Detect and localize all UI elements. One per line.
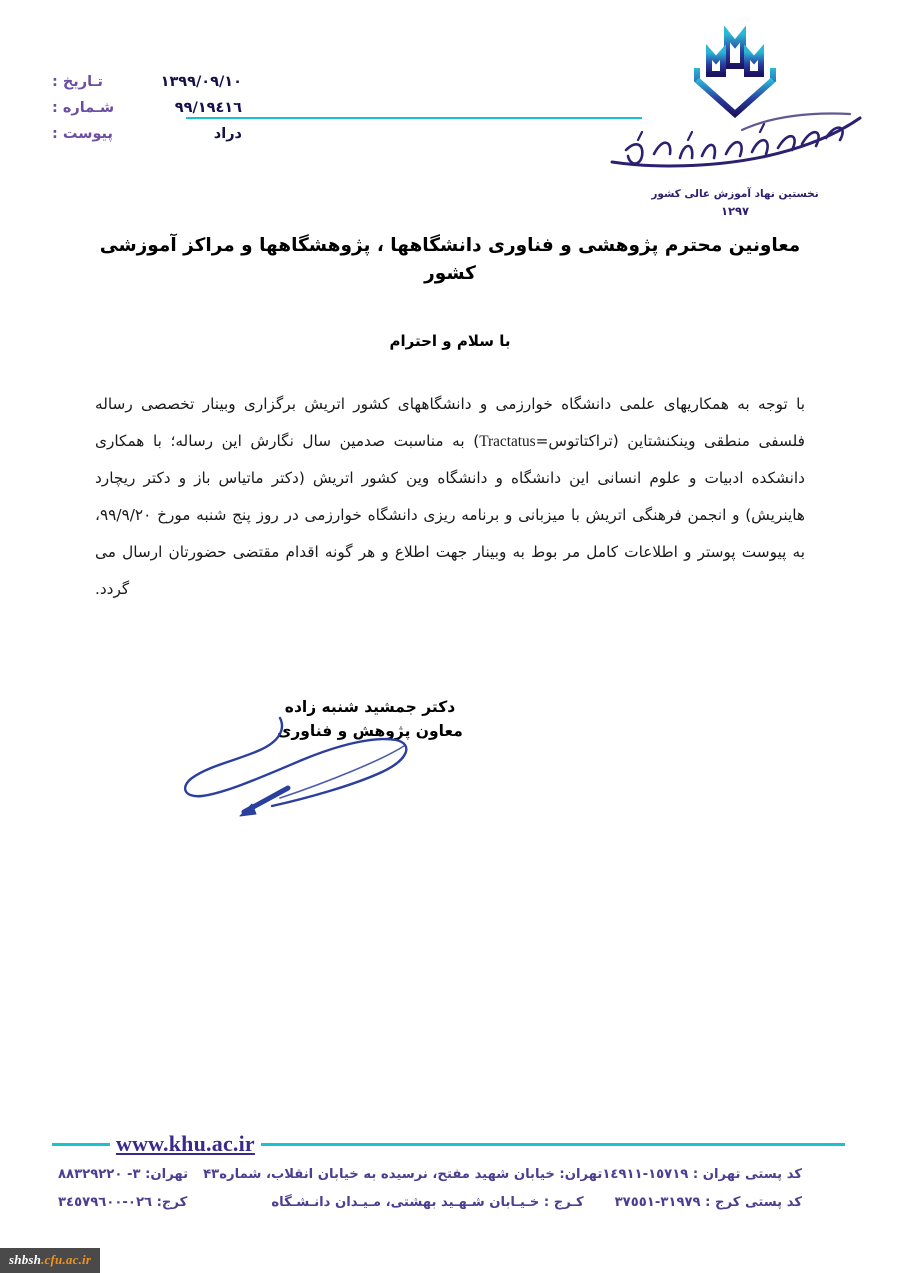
footer-rule-right [261, 1143, 845, 1146]
open-book-logo-icon [683, 26, 787, 122]
watermark-text-primary: shbsh [9, 1252, 42, 1267]
handwritten-signature-icon [168, 716, 428, 822]
meta-row-date [52, 74, 242, 100]
karaj-postal-code: کد پستی کرج : ٣١٩٧٩-٣٧٥٥١ [614, 1195, 802, 1210]
watermark-text-secondary: .cfu.ac.ir [41, 1252, 92, 1267]
kharazmi-calligraphy-mark [592, 110, 878, 178]
letter-footer [0, 1123, 900, 1273]
header-meta-fields [52, 74, 242, 152]
meta-row-number [52, 100, 242, 126]
website-url-link[interactable]: www.khu.ac.ir [116, 1131, 255, 1156]
footer-line-tehran [0, 1167, 900, 1195]
karaj-address: کـرج : خـیـابان شـهـید بهشتی، مـیـدان دانـشـگاه [271, 1195, 584, 1210]
source-watermark [0, 1248, 100, 1273]
letter-header [0, 0, 900, 220]
letter-body [0, 226, 900, 608]
footer-url-row [0, 1131, 900, 1157]
recipient-title: معاونین محترم پژوهشی و فناوری دانشگاهها ، پژوهشگاهها و مراکز آموزشی کشور [99, 235, 801, 284]
signer-name: دکتر جمشید شنبه زاده [284, 698, 456, 716]
paragraph-segment-1: با توجه به همکاریهای علمی دانشگاه خوارزمی و دانشگاههای کشور اتریش برگزاری وبینار تخصصی رساله فلسفی منطقی وینکنشتاین (تراکتاتوس= [95, 394, 805, 450]
footer-rule-left [52, 1143, 110, 1146]
university-logo [592, 22, 878, 218]
meta-row-attachment [52, 126, 242, 152]
tehran-address: تهران: خیابان شهید مفتح، نرسیده به خیابان انقلاب، شماره۴۳ [203, 1167, 603, 1182]
footer-line-karaj [0, 1195, 900, 1223]
attachment-label: پيوست : [52, 126, 113, 142]
paragraph-segment-2: ) به مناسبت صدمین سال نگارش این رساله؛ با همکاری دانشکده ادبیات و علوم انسانی این دانشگاه و دانشگاه وین کشور اتریش (دکتر ماتیاس باز و دکتر ریچارد هاینریش) و انجمن فرهنگی اتریش با میزبانی و برنامه ریزی دانشگاه خوارزمی در روز پنج شنبه مورخ ٩٩/٩/٢٠، به پیوست پوستر و اطلاعات کامل مر بوط به وبینار جهت اطلاع و هر گونه اقدام مقتضی حضورتان ارسال می گردد. [95, 431, 805, 598]
tehran-phone: تهران: ٣- ٨٨٣٢٩٢٢٠ [58, 1167, 189, 1182]
attachment-value: دارد [213, 126, 242, 142]
signer-role: معاون پژوهش و فناوری [277, 722, 463, 740]
number-value: ٩٩/١٩٤١٦ [174, 100, 242, 116]
karaj-phone: کرج: ٠٢٦-٣٤٥٧٩٦٠٠ [58, 1195, 188, 1210]
footer-contact-info [0, 1167, 900, 1227]
logo-tagline: نخستین نهاد آموزش عالی کشور [651, 188, 819, 200]
date-value: ١٣٩٩/٠٩/١٠ [160, 74, 242, 90]
body-paragraph [95, 386, 805, 608]
number-label: شـماره : [52, 100, 115, 116]
signature-block [150, 698, 550, 828]
header-divider-rule [186, 117, 642, 119]
salutation: با سلام و احترام [389, 331, 511, 350]
paragraph-latin-term: Tractatus [479, 432, 536, 450]
logo-year: ١٢٩٧ [720, 204, 750, 218]
date-label: تـاريخ : [52, 74, 103, 90]
tehran-postal-code: کد پستی تهران : ١٥٧١٩-١٤٩١١ [602, 1167, 802, 1182]
